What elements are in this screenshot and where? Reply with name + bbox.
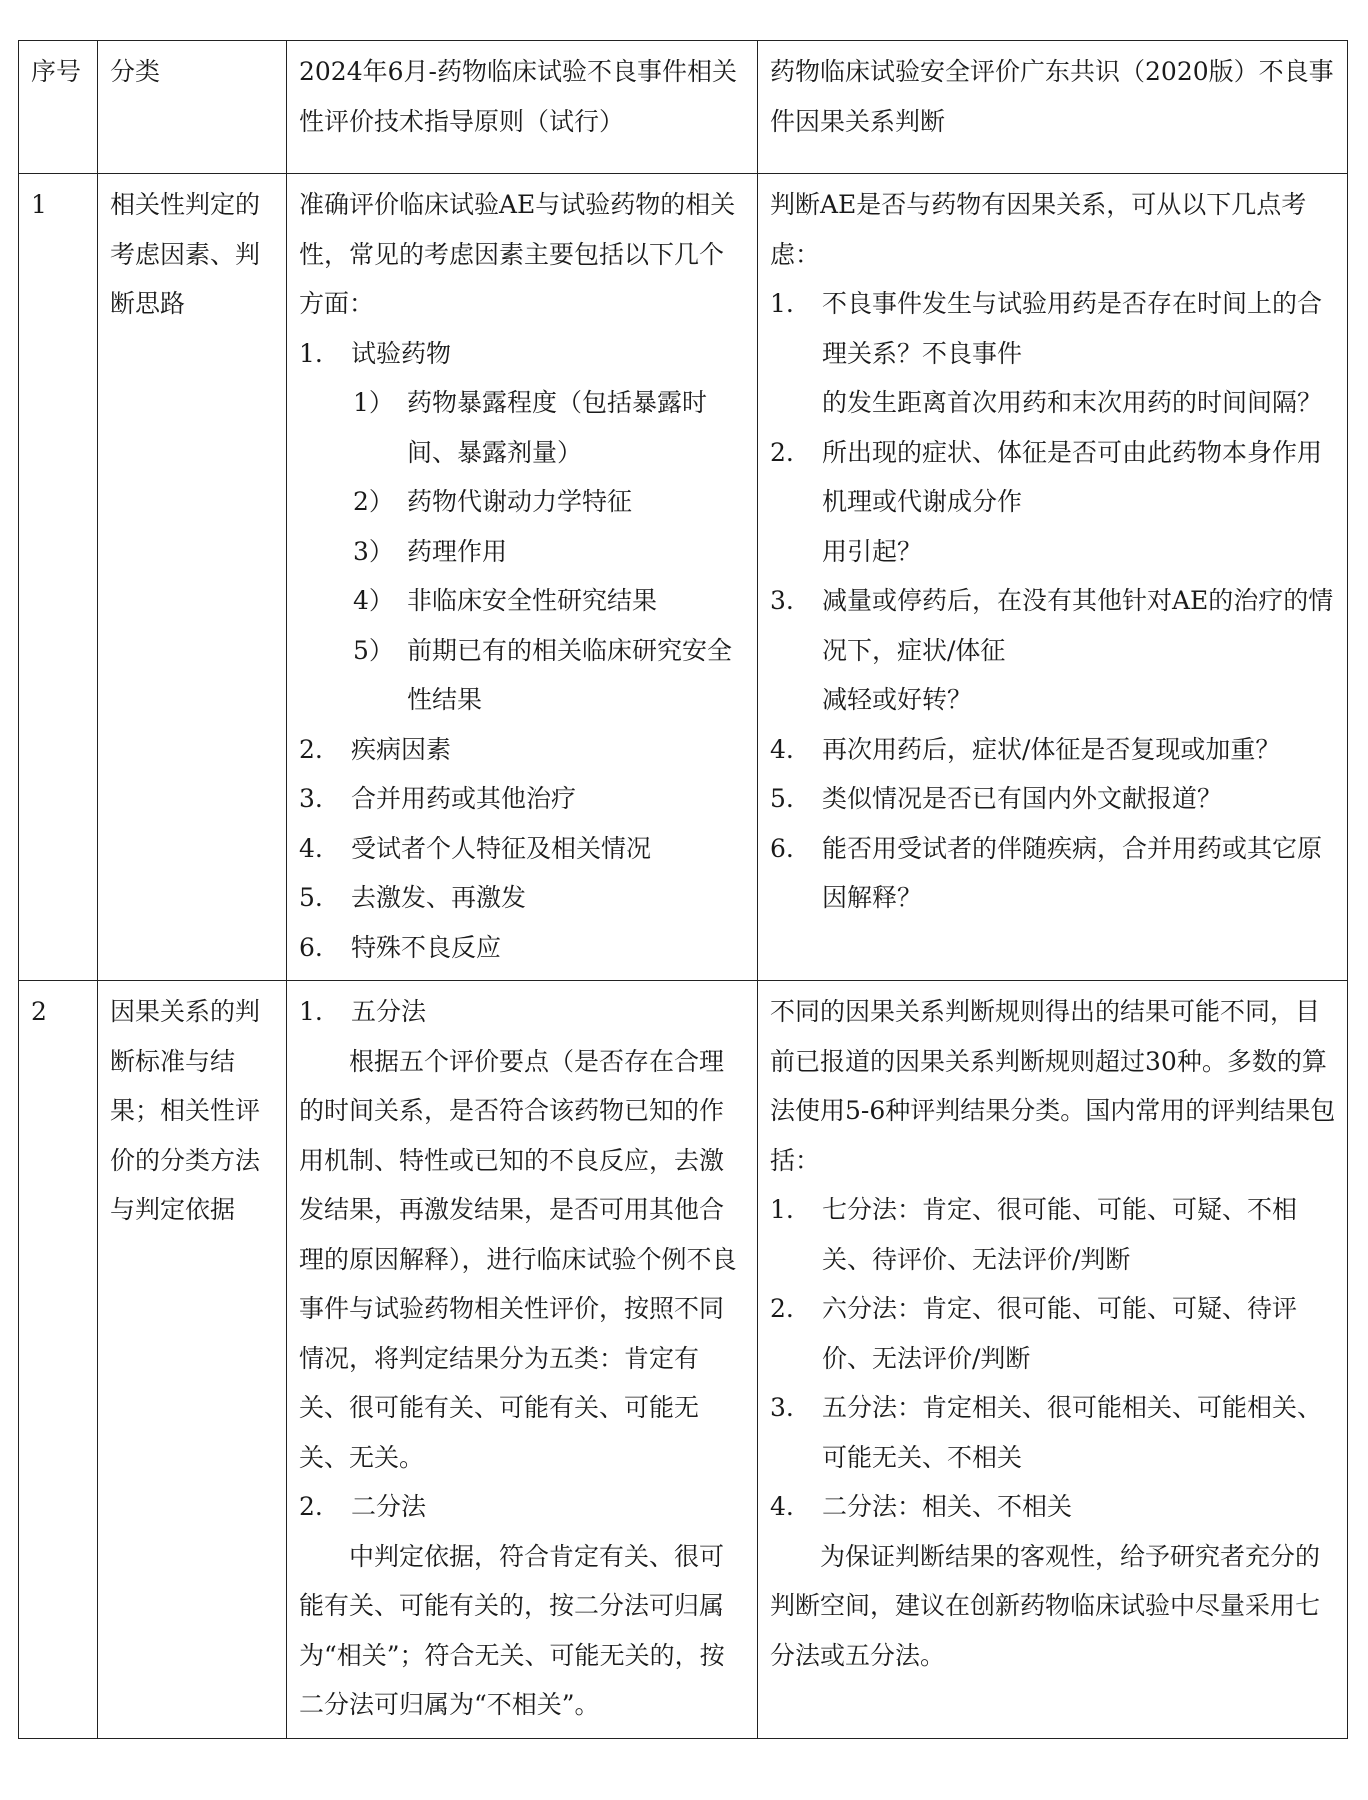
list-item: 2. 所出现的症状、体征是否可由此药物本身作用机理或代谢成分作 用引起？ [770, 437, 1323, 566]
list-item: 1. 不良事件发生与试验用药是否存在时间上的合理关系？不良事件 的发生距离首次用药和末次用药的时间间隔？ [770, 289, 1323, 417]
sub-list-item: 3） 药理作用 [353, 536, 508, 566]
header-consensus: 药物临床试验安全评价广东共识（2020版）不良事件因果关系判断 [758, 41, 1348, 174]
method-text: 根据五个评价要点（是否存在合理的时间关系，是否符合该药物已知的作用机制、特性或已知的不良反应，去激发结果，再激发结果，是否可用其他合理的原因解释），进行临床试验个例不良事件与试验药物相关性评价，按照不同情况，将判定结果分为五类：肯定有关、很可能有关、可能有关、可能无关、无关。 [299, 1046, 737, 1472]
list-item: 3. 合并用药或其他治疗 [299, 784, 577, 813]
list-item: 4. 二分法：相关、不相关 [770, 1492, 1073, 1521]
method-heading: 2. 二分法 [299, 1492, 427, 1521]
row1-guideline-intro: 准确评价临床试验AE与试验药物的相关性，常见的考虑因素主要包括以下几个方面： [299, 190, 736, 318]
list-item: 3. 五分法：肯定相关、很可能相关、可能相关、可能无关、不相关 [770, 1393, 1323, 1472]
row2-consensus-intro: 不同的因果关系判断规则得出的结果可能不同，目前已报道的因果关系判断规则超过30种。多数的算法使用5-6种评判结果分类。国内常用的评判结果包括： [770, 997, 1336, 1175]
list-item: 2. 疾病因素 [299, 734, 452, 764]
list-item: 1. 七分法：肯定、很可能、可能、可疑、不相关、待评价、无法评价/判断 [770, 1195, 1298, 1274]
list-item: 5. 类似情况是否已有国内外文献报道？ [770, 784, 1223, 813]
list-item: 4. 受试者个人特征及相关情况 [299, 833, 652, 863]
header-guideline: 2024年6月-药物临床试验不良事件相关性评价技术指导原则（试行） [287, 41, 758, 174]
sub-list-item: 1） 药物暴露程度（包括暴露时间、暴露剂量） [353, 388, 708, 467]
list-item: 5. 去激发、再激发 [299, 883, 527, 912]
method-text: 中判定依据，符合肯定有关、很可能有关、可能有关的，按二分法可归属为“相关”；符合无关、可能无关的，按二分法可归属为“不相关”。 [299, 1541, 725, 1719]
row2-consensus-closing: 为保证判断结果的客观性，给予研究者充分的判断空间，建议在创新药物临床试验中尽量采用七分法或五分法。 [770, 1541, 1321, 1670]
row1-guideline [287, 174, 758, 981]
row1-consensus [758, 174, 1348, 981]
list-item: 2. 六分法：肯定、很可能、可能、可疑、待评价、无法评价/判断 [770, 1294, 1298, 1373]
sub-list-item: 4） 非临床安全性研究结果 [353, 586, 658, 615]
header-category: 分类 [98, 41, 287, 174]
sub-list-item: 2） 药物代谢动力学特征 [353, 487, 633, 516]
row2-consensus [758, 981, 1348, 1739]
list-item: 1. 试验药物 [299, 338, 452, 368]
table-row-1 [19, 174, 1348, 981]
list-item: 3. 减量或停药后，在没有其他针对AE的治疗的情况下，症状/体征 减轻或好转？ [770, 586, 1334, 714]
row1-no: 1 [19, 174, 98, 981]
row1-consensus-intro: 判断AE是否与药物有因果关系，可从以下几点考虑： [770, 190, 1307, 269]
header-no: 序号 [19, 41, 98, 174]
table-header-row [19, 41, 1348, 174]
list-item: 6. 特殊不良反应 [299, 932, 502, 962]
comparison-table [18, 40, 1348, 1739]
row2-no: 2 [19, 981, 98, 1739]
row2-category: 因果关系的判断标准与结果；相关性评价的分类方法与判定依据 [98, 981, 287, 1739]
list-item: 4. 再次用药后，症状/体征是否复现或加重？ [770, 734, 1281, 764]
table-row-2 [19, 981, 1348, 1739]
row2-guideline [287, 981, 758, 1739]
method-heading: 1. 五分法 [299, 997, 427, 1026]
row1-category: 相关性判定的考虑因素、判断思路 [98, 174, 287, 981]
list-item: 6. 能否用受试者的伴随疾病，合并用药或其它原因解释？ [770, 833, 1323, 912]
sub-list-item: 5） 前期已有的相关临床研究安全性结果 [353, 635, 733, 714]
